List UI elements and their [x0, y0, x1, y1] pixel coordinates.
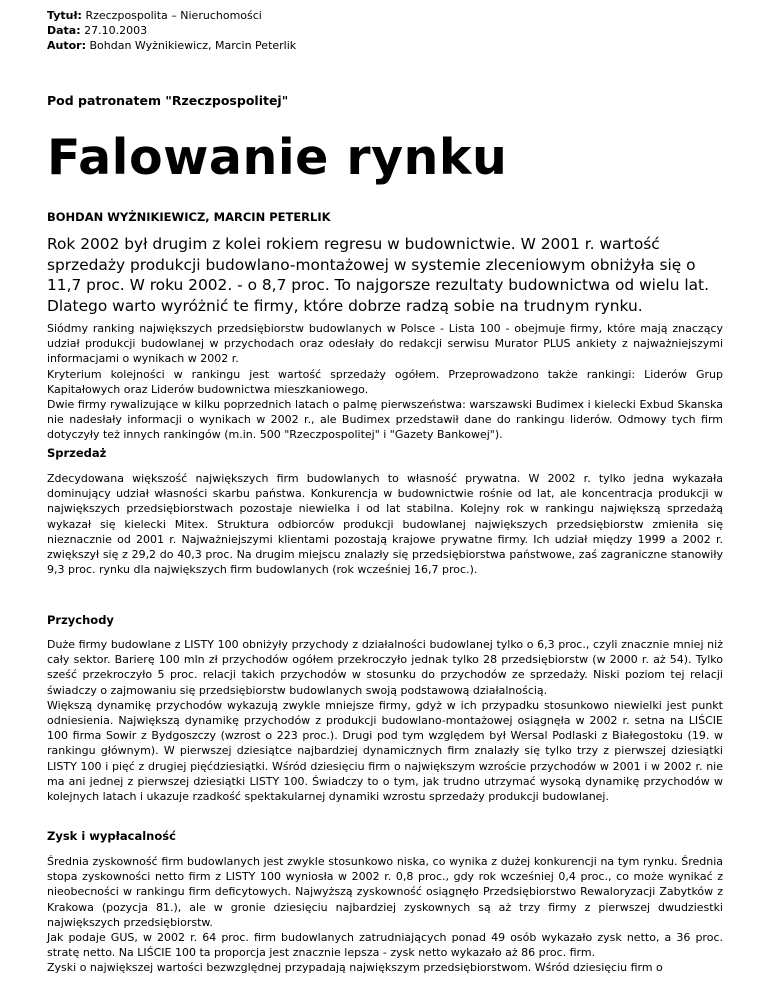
section-heading-sprzedaz: Sprzedaż — [47, 446, 107, 460]
section-paragraph: Jak podaje GUS, w 2002 r. 64 proc. firm budowlanych zatrudniających ponad 49 osób wykazało zysk netto, a 36 proc. stratę netto. Na LIŚCIE 100 ta proporcja jest znacznie lepsza - zysk netto wykazało aż 86 proc. firm. — [47, 931, 723, 960]
section-body-zysk — [47, 854, 723, 976]
article-metadata — [47, 8, 296, 53]
section-paragraph: Średnia zyskowność firm budowlanych jest zwykle stosunkowo niska, co wynika z dużej konkurencji na tym rynku. Średnia stopa zyskowności netto firm z LISTY 100 wyniosła w 2002 r. 0,8 proc., gdy rok wcześniej 0,4 proc., co może wynikać z nieobecności w rankingu firm deficytowych. Najwyższą zyskowność osiągnęło Przedsiębiorstwo Rewaloryzacji Zabytków z Krakowa (pozycja 81.), ale w gronie dziesięciu najbardziej zyskownych są aż trzy firmy z pierwszej dwudziestki największych przedsiębiorstw. — [47, 855, 723, 929]
meta-date-line: Data: 27.10.2003 — [47, 24, 148, 37]
patronage-note: Pod patronatem "Rzeczpospolitej" — [47, 93, 289, 108]
section-heading-zysk: Zysk i wypłacalność — [47, 829, 176, 843]
meta-author-line: Autor: Bohdan Wyżnikiewicz, Marcin Peterlik — [47, 39, 297, 52]
intro-paragraph: Dwie firmy rywalizujące w kilku poprzednich latach o palmę pierwszeństwa: warszawski Budimex i kielecki Exbud Skanska nie nadesłały informacji o wynikach w 2002 r., ale Budimex przedstawił dane do rankingu liderów. Odmowy tych firm dotyczyły też innych rankingów (m.in. 500 "Rzeczpospolitej" i "Gazety Bankowej"). — [47, 398, 723, 442]
meta-title-line: Tytuł: Rzeczpospolita – Nieruchomości — [47, 9, 262, 22]
section-heading-przychody: Przychody — [47, 613, 114, 627]
lead-paragraph: Rok 2002 był drugim z kolei rokiem regresu w budownictwie. W 2001 r. wartość sprzedaży produkcji budowlano-montażowej w systemie zleceniowym obniżyła się o 11,7 proc. W roku 2002. - o 8,7 proc. To najgorsze rezultaty budownictwa od wielu lat. Dlatego warto wyróżnić te firmy, które dobrze radzą sobie na trudnym rynku. — [47, 235, 709, 315]
section-paragraph: Duże firmy budowlane z LISTY 100 obniżyły przychody z działalności budowlanej tylko o 6,3 proc., czyli znacznie mniej niż cały sektor. Barierę 100 mln zł przychodów ogółem przekroczyło jednak tylko 28 przedsiębiorstw (w 2000 r. aż 54). Tylko sześć przekroczyło 5 proc. relacji takich przychodów w stosunku do przychodów ze sprzedaży. Niski poziom tej relacji świadczy o zajmowaniu się przedsiębiorstw budowlanych swoją podstawową działalnością. — [47, 638, 723, 697]
section-body-sprzedaz — [47, 471, 723, 577]
section-paragraph: Zyski o największej wartości bezwzględnej przypadają największym przedsiębiorstwom. Wśród dziesięciu firm o — [47, 961, 663, 975]
byline: BOHDAN WYŻNIKIEWICZ, MARCIN PETERLIK — [47, 210, 331, 224]
section-paragraph: Zdecydowana większość największych firm budowlanych to własność prywatna. W 2002 r. tylko jedna wykazała dominujący udział własności skarbu państwa. Konkurencja w budownictwie rośnie od lat, ale koncentracja produkcji w największych przedsiębiorstwach pozostaje niewielka i od lat stabilna. Kolejny rok w rankingu największą sprzedażą wykazał się kielecki Mitex. Struktura odbiorców produkcji budowlanej największych przedsiębiorstw zmieniła się nieznacznie od 2001 r. Najważniejszymi klientami pozostają krajowe prywatne firmy. Ich udział między 1999 a 2002 r. zwiększył się z 29,2 do 40,3 proc. Na drugim miejscu znalazły się przedsiębiorstwa państwowe, zaś zagraniczne stanowiły 9,3 proc. rynku dla największych firm budowlanych (rok wcześniej 16,7 proc.). — [47, 472, 723, 577]
intro-paragraph: Siódmy ranking największych przedsiębiorstw budowlanych w Polsce - Lista 100 - obejmuje firmy, które mają znaczący udział produkcji budowlanej w przychodach oraz odesłały do redakcji serwisu Murator PLUS ankiety z najważniejszymi informacjami o wynikach w 2002 r. — [47, 322, 723, 366]
intro-block — [47, 321, 723, 443]
section-body-przychody — [47, 637, 723, 804]
section-paragraph: Większą dynamikę przychodów wykazują zwykle mniejsze firmy, gdyż w ich przypadku stosunkowo niewielki jest punkt odniesienia. Największą dynamikę przychodów z produkcji budowlano-montażowej osiągnęła w 2002 r. setna na LIŚCIE 100 firma Sowir z Bydgoszczy (wzrost o 223 proc.). Drugi pod tym względem był Wersal Podlaski z Białegostoku (19. w rankingu głównym). W pierwszej dziesiątce najbardziej dynamicznych firm znalazły się tylko trzy z pierwszej dziesiątki LISTY 100 i pięć z drugiej pięćdziesiątki. Wśród dziesięciu firm o największym wzroście przychodów w 2001 i w 2002 r. nie ma ani jednej z pierwszej dziesiątki LISTY 100. Świadczy to o tym, jak trudno utrzymać wysoką dynamikę przychodów w kolejnych latach i ukazuje rzadkość spektakularnej dynamiki wzrostu sprzedaży produkcji budowlanej. — [47, 698, 723, 804]
intro-paragraph: Kryterium kolejności w rankingu jest wartość sprzedaży ogółem. Przeprowadzono także rankingi: Liderów Grup Kapitałowych oraz Liderów budownictwa mieszkaniowego. — [47, 367, 723, 396]
headline: Falowanie rynku — [47, 129, 508, 186]
